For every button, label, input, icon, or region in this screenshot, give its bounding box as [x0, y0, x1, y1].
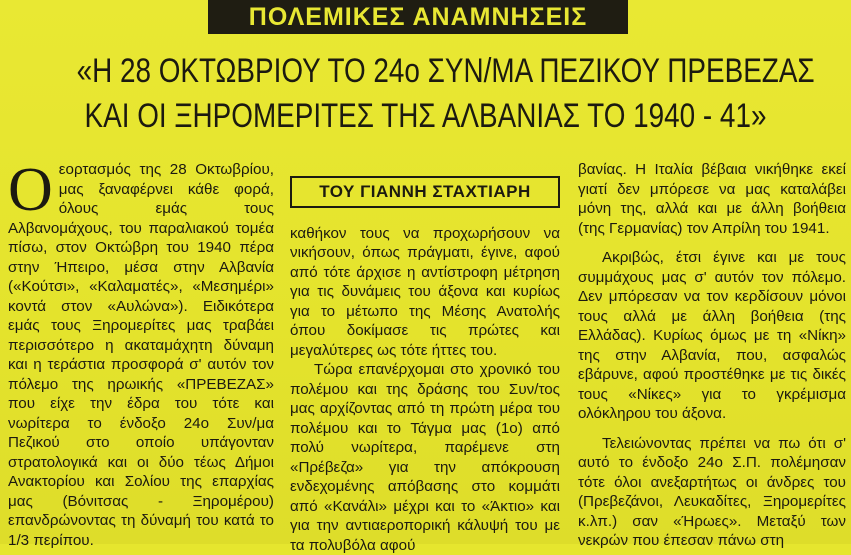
paragraph: εορτασμός της 28 Οκτωβρίου, μας ξαναφέρνει κάθε φορά, όλους εμάς τους Αλβανομάχους, του παραλιακού τομέα πίσω, στον Οκτώβρη του 1940 πέρα στην Ήπειρο, μέσα στην Αλβανία («Κούτσι», «Καλαματές», «Μεσημέρι» κοντά στον «Αυλώνα»). Ειδικότερα εμάς τους Ξηρομερίτες μας τραβάει περισσότερο η ακαταμάχητη δύναμη και η τεράστια προσφορά σ' αυτόν τον πόλεμο της ηρωικής «ΠΡΕΒΕΖΑΣ» που είχε την έδρα του τότε και νωρίτερα το ένδοξο 24ο Συν/μα Πεζικού στο οποίο υπάγονταν στρατολογικά και οι δύο τέως Δήμοι Ανακτορίου και Σολίου της επαρχίας μας (Βόνιτσας - Ξηρομέρου) επανδρώνοντας τη δύναμή του κατά το 1/3 περίπου.: [8, 161, 274, 549]
article-column-1: [8, 156, 274, 550]
paragraph: καθήκον τους να προχωρήσουν να νικήσουν, όπως πράγματι, έγινε, αφού από τότε άρχισε η αντίστροφη μέτρηση για τις δυνάμεις του άξονα και κυρίως για το μέτωπο της Μέσης Ανατολής όπου δοκίμασε τις πρώτες και μεγαλύτερες ως τότε ήττες του.: [290, 224, 560, 359]
section-banner: ΠΟΛΕΜΙΚΕΣ ΑΝΑΜΝΗΣΕΙΣ: [208, 0, 628, 34]
paragraph: Τελειώνοντας πρέπει να πω ότι σ' αυτό το ένδοξο 24ο Σ.Π. πολέμησαν τότε όλοι ανεξαρτήτως οι άνδρες του (Πρεβεζάνοι, Λευκαδίτες, Ξηρομερίτες κ.λπ.) σαν «Ήρωες». Μεταξύ των νεκρών που έπεσαν πάνω στη: [578, 434, 846, 549]
drop-cap: Ο: [8, 156, 53, 224]
author-byline: ΤΟΥ ΓΙΑΝΝΗ ΣΤΑΧΤΙΑΡΗ: [290, 176, 560, 208]
paragraph: Ακριβώς, έτσι έγινε και με τους συμμάχους μας σ' αυτόν τον πόλεμο. Δεν μπόρεσαν να τον κερδίσουν μόνοι τους αλλά με άλλη βοήθεια (της Ελλάδας). Κυρίως όμως με τη «Νίκη» της στην Αλβανία, που, ασφαλώς εβάρυνε, αφού προστέθηκε με τις δικές τους «Νίκες» για το γκρέμισμα ολόκληρου του άξονα.: [578, 249, 846, 422]
article-column-3: [578, 160, 846, 551]
paragraph: βανίας. Η Ιταλία βέβαια νικήθηκε εκεί γιατί δεν μπόρεσε να μας καταλάβει μόνη της, αλλά και με άλλη βοήθεια (της Γερμανίας) τον Απρίλη του 1941.: [578, 161, 846, 237]
paragraph: Τώρα επανέρχομαι στο χρονικό του πολέμου και της δράσης του Συν/τος μας αρχίζοντας από τη πρώτη μέρα του πολέμου και το Τάγμα μας (1ο) από πολύ νωρίτερα, παρέμενε στη «Πρέβεζα» για την απόκρουση ενδεχομένης απόβασης στο κομμάτι από «Κανάλι» μέχρι και το «Άκτιο» και για την αντιαεροπορική κάλυψή του με τα πολυβόλα αφού: [290, 361, 560, 554]
headline-line-2: ΚΑΙ ΟΙ ΞΗΡΟΜΕΡΙΤΕΣ ΤΗΣ ΑΛΒΑΝΙΑΣ ΤΟ 1940 - 41»: [84, 97, 767, 135]
headline-line-1: «Η 28 ΟΚΤΩΒΡΙΟΥ ΤΟ 24ο ΣΥΝ/ΜΑ ΠΕΖΙΚΟΥ ΠΡΕΒΕΖΑΣ: [76, 52, 815, 90]
article-column-2: [290, 160, 560, 555]
